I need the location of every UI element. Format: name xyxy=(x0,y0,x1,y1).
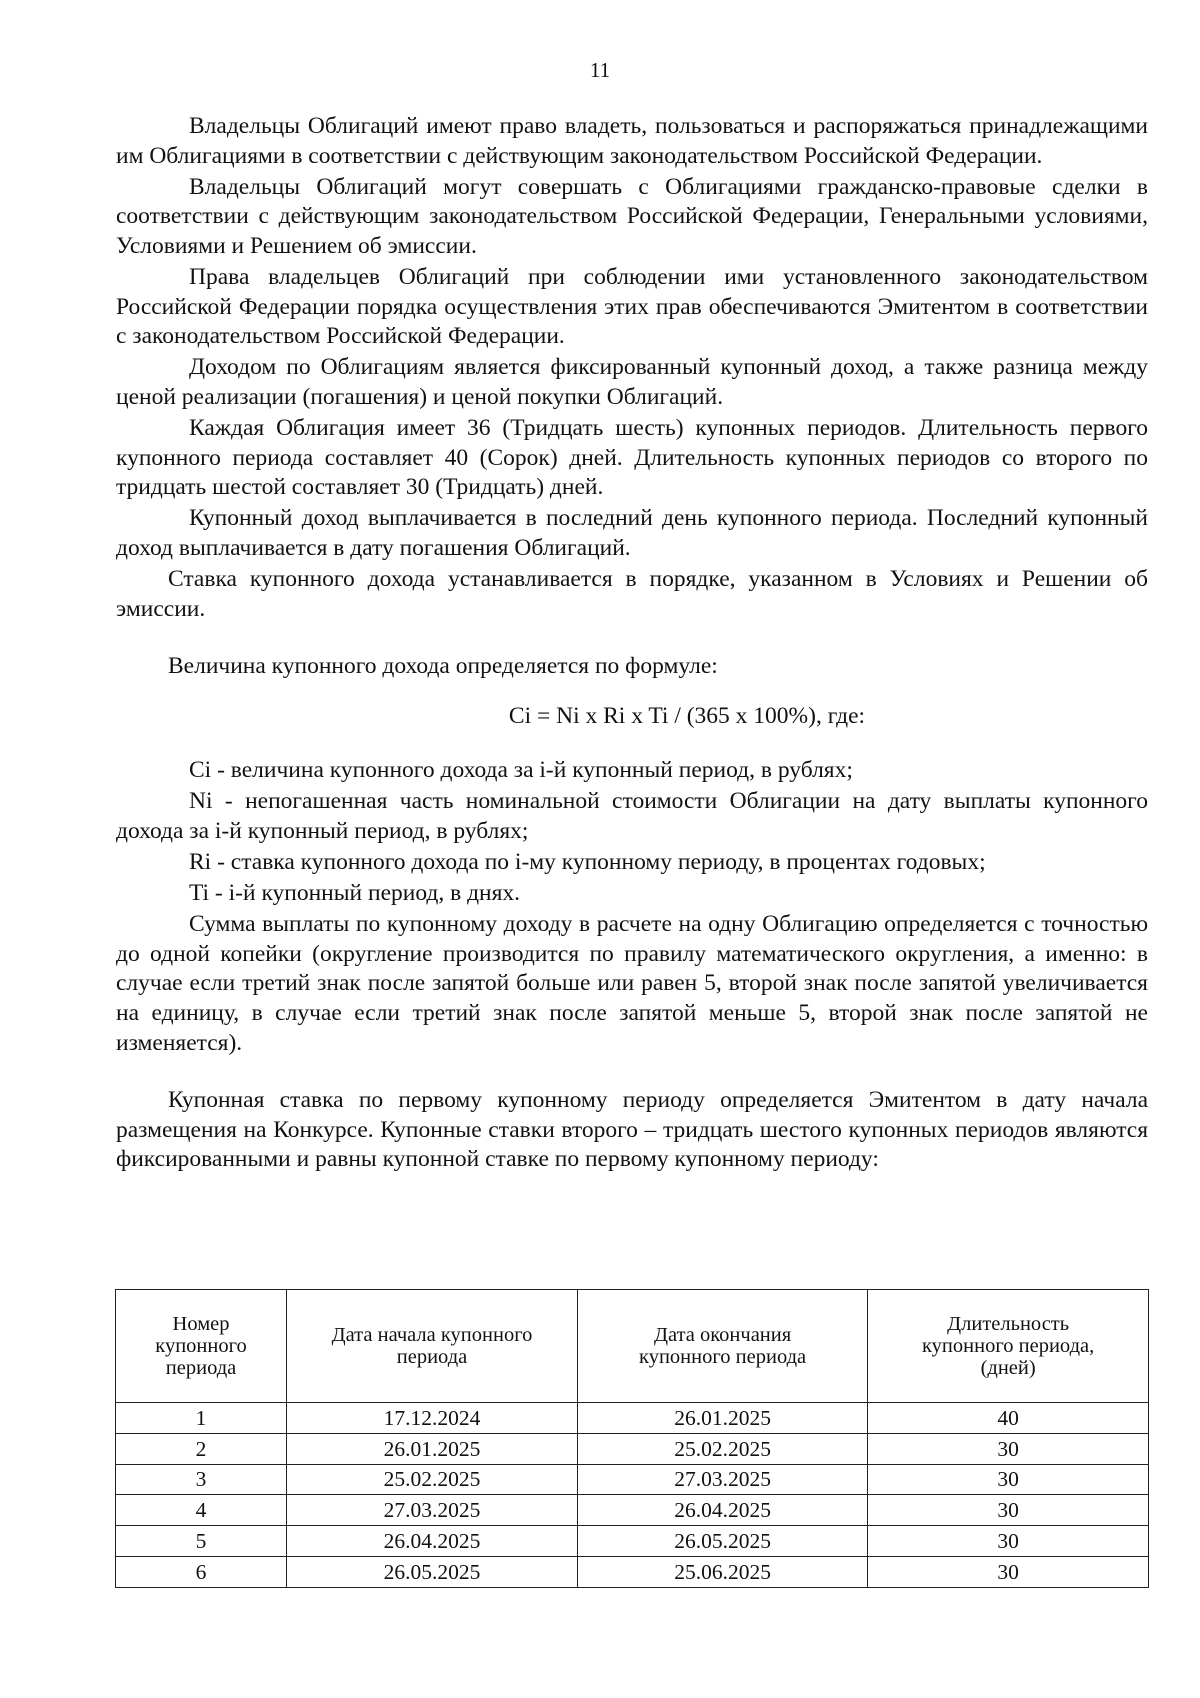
cell-end-date: 26.01.2025 xyxy=(577,1403,867,1434)
cell-start-date: 26.04.2025 xyxy=(287,1526,578,1557)
cell-start-date: 26.01.2025 xyxy=(287,1433,578,1464)
paragraph-coupon-payment: Купонный доход выплачивается в последний день купонного периода. Последний купонный доход выплачивается в дату погашения Облигаций. xyxy=(116,505,1148,561)
header-period-number-label: Номер купонного периода xyxy=(155,1313,247,1379)
cell-end-date: 25.02.2025 xyxy=(577,1433,867,1464)
definition-ti: Ti - i-й купонный период, в днях. xyxy=(189,880,521,907)
cell-duration: 40 xyxy=(868,1403,1149,1434)
cell-period-number: 2 xyxy=(116,1433,287,1464)
paragraph-rights-provision: Права владельцев Облигаций при соблюдении ими установленного законодательством Российской Федерации порядка осуществления этих прав обеспечиваются Эмитентом в соответствии с законодательством Российской Федерации. xyxy=(116,263,1148,350)
body-text xyxy=(116,112,1148,1177)
cell-period-number: 3 xyxy=(116,1464,287,1495)
header-period-number xyxy=(116,1290,287,1403)
paragraph-rounding: Сумма выплаты по купонному доходу в расчете на одну Облигацию определяется с точностью до одной копейки (округление производится по правилу математического округления, а именно: в случае если третий знак после запятой больше или равен 5, второй знак после запятой увеличивается на единицу, в случае если третий знак после запятой меньше 5, второй знак после запятой не изменяется). xyxy=(116,911,1148,1056)
page-number: 11 xyxy=(589,58,611,82)
table-row xyxy=(116,1526,1149,1557)
paragraph-owner-rights: Владельцы Облигаций имеют право владеть, пользоваться и распоряжаться принадлежащими им Облигациями в соответствии с действующим законодательством Российской Федерации. xyxy=(116,113,1148,169)
table-row xyxy=(116,1433,1149,1464)
table-header-row xyxy=(116,1290,1149,1403)
cell-period-number: 6 xyxy=(116,1556,287,1587)
paragraph-coupon-rate: Ставка купонного дохода устанавливается в порядке, указанном в Условиях и Решении об эмиссии. xyxy=(116,565,1148,622)
cell-start-date: 17.12.2024 xyxy=(287,1403,578,1434)
cell-end-date: 26.05.2025 xyxy=(577,1526,867,1557)
table-row xyxy=(116,1495,1149,1526)
cell-duration: 30 xyxy=(868,1433,1149,1464)
formula-intro: Величина купонного дохода определяется по формуле: xyxy=(168,653,718,680)
paragraph-income: Доходом по Облигациям является фиксированный купонный доход, а также разница между ценой реализации (погашения) и ценой покупки Облигаций. xyxy=(116,354,1148,410)
definition-ni: Ni - непогашенная часть номинальной стоимости Облигации на дату выплаты купонного дохода за i-й купонный период, в рублях; xyxy=(116,788,1148,844)
paragraph-rate-first-period: Купонная ставка по первому купонному периоду определяется Эмитентом в дату начала размещения на Конкурсе. Купонные ставки второго – тридцать шестого купонных периодов являются фиксированными и равны купонной ставке по первому купонному периоду: xyxy=(116,1087,1148,1173)
cell-end-date: 27.03.2025 xyxy=(577,1464,867,1495)
table-row xyxy=(116,1403,1149,1434)
table-row xyxy=(116,1556,1149,1587)
coupon-periods-table xyxy=(115,1289,1149,1588)
definition-ci: Ci - величина купонного дохода за i-й купонный период, в рублях; xyxy=(189,757,853,784)
definition-ri: Ri - ставка купонного дохода по i-му купонному периоду, в процентах годовых; xyxy=(189,849,986,876)
cell-period-number: 1 xyxy=(116,1403,287,1434)
cell-start-date: 26.05.2025 xyxy=(287,1556,578,1587)
header-start-date xyxy=(287,1290,578,1403)
cell-end-date: 25.06.2025 xyxy=(577,1556,867,1587)
cell-start-date: 25.02.2025 xyxy=(287,1464,578,1495)
cell-duration: 30 xyxy=(868,1495,1149,1526)
paragraph-coupon-periods: Каждая Облигация имеет 36 (Тридцать шесть) купонных периодов. Длительность первого купонного периода составляет 40 (Сорок) дней. Длительность купонных периодов со второго по тридцать шестой составляет 30 (Тридцать) дней. xyxy=(116,414,1148,501)
cell-duration: 30 xyxy=(868,1464,1149,1495)
header-duration xyxy=(868,1290,1149,1403)
cell-duration: 30 xyxy=(868,1526,1149,1557)
paragraph-owner-transactions: Владельцы Облигаций могут совершать с Облигациями гражданско-правовые сделки в соответствии с действующим законодательством Российской Федерации, Генеральными условиями, Условиями и Решением об эмиссии. xyxy=(116,173,1148,259)
cell-start-date: 27.03.2025 xyxy=(287,1495,578,1526)
table-row xyxy=(116,1464,1149,1495)
cell-period-number: 5 xyxy=(116,1526,287,1557)
coupon-formula: Ci = Ni x Ri x Ti / (365 x 100%), где: xyxy=(508,702,866,729)
header-duration-label: Длительность купонного периода, (дней) xyxy=(922,1313,1095,1379)
cell-end-date: 26.04.2025 xyxy=(577,1495,867,1526)
header-end-date-label: Дата окончания купонного периода xyxy=(639,1324,807,1368)
header-start-date-label: Дата начала купонного периода xyxy=(331,1324,533,1368)
header-end-date xyxy=(577,1290,867,1403)
cell-duration: 30 xyxy=(868,1556,1149,1587)
cell-period-number: 4 xyxy=(116,1495,287,1526)
